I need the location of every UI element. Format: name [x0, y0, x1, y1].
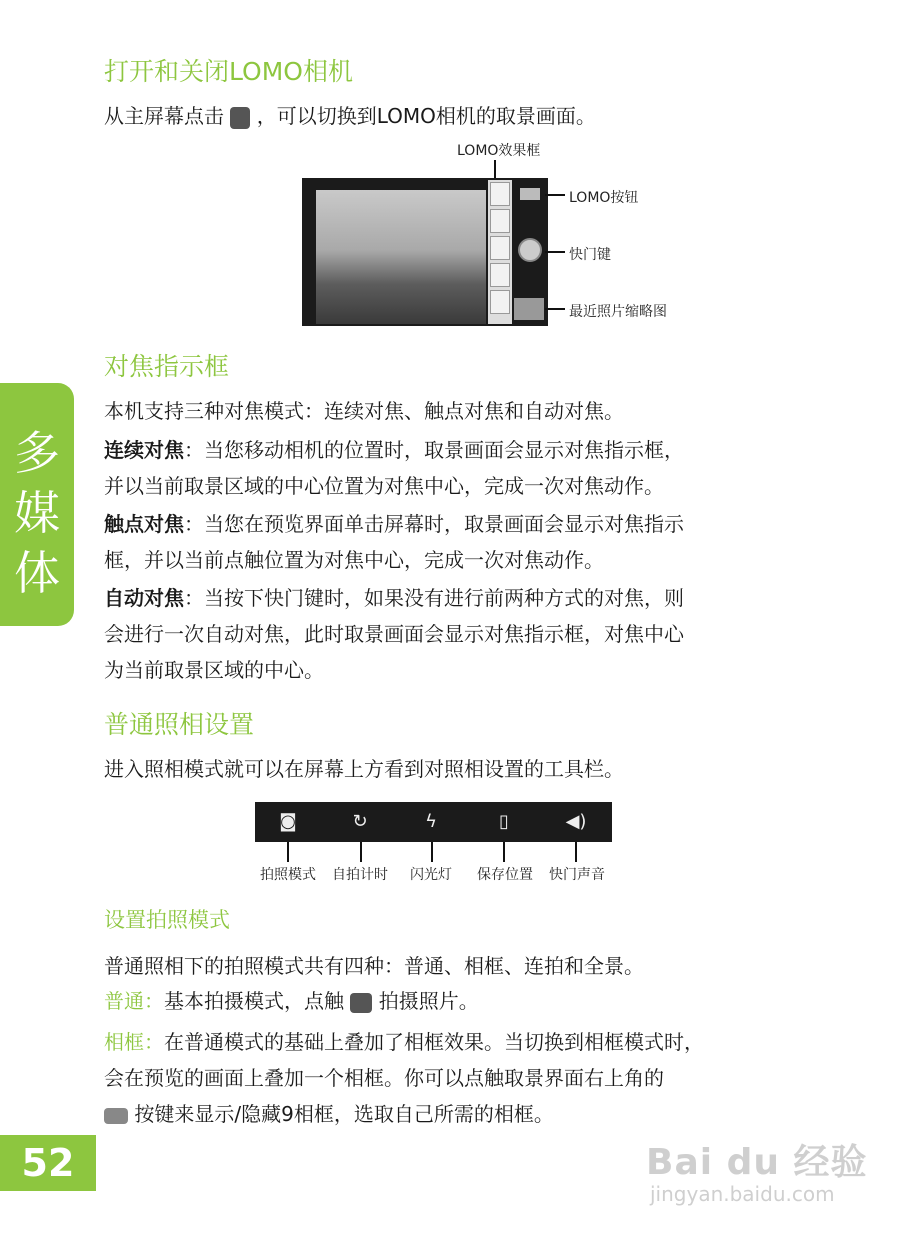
lomo-camera-screenshot: [302, 178, 548, 326]
focus-touch: 触点对焦：当您在预览界面单击屏幕时，取景画面会显示对焦指示 框，并以当前点触位置为对焦中心，完成一次对焦动作。: [104, 512, 684, 572]
focus-auto: 自动对焦：当按下快门键时，如果没有进行前两种方式的对焦，则 会进行一次自动对焦，此时取景画面会显示对焦指示框，对焦中心 为当前取景区域的中心。: [104, 586, 684, 682]
section-title-lomo: 打开和关闭LOMO相机: [104, 57, 353, 86]
lomo-frame-thumb: [490, 182, 510, 206]
label-storage: 保存位置: [477, 867, 533, 883]
mode-frame: 相框：在普通模式的基础上叠加了相框效果。当切换到相框模式时， 会在预览的画面上叠加一个相框。你可以点触取景界面右上角的 按键来显示/隐藏9相框，选取自己所需的相框。: [104, 1030, 704, 1126]
section-title-focus: 对焦指示框: [104, 352, 230, 381]
watermark-url: jingyan.baidu.com: [650, 1182, 835, 1206]
callout-line: [431, 842, 433, 862]
label-self-timer: 自拍计时: [332, 867, 388, 883]
settings-intro: 进入照相模式就可以在屏幕上方看到对照相设置的工具栏。: [104, 757, 624, 781]
viewfinder-photo: [316, 190, 486, 324]
baidu-watermark: [640, 1120, 870, 1220]
section-title-shoot-mode: 设置拍照模式: [104, 908, 230, 932]
self-timer-icon: ↻: [352, 811, 368, 832]
flash-icon: ϟ: [425, 811, 437, 832]
focus-intro: 本机支持三种对焦模式：连续对焦、触点对焦和自动对焦。: [104, 399, 624, 423]
label-lomo-frame: LOMO效果框: [457, 143, 541, 159]
camera-icon: ◙: [279, 811, 297, 832]
lomo-frame-thumb: [490, 263, 510, 287]
label-lomo-button: LOMO按钮: [569, 190, 639, 206]
callout-line: [575, 842, 577, 862]
lomo-app-icon: [230, 107, 250, 129]
lomo-intro: 从主屏幕点击 ，可以切换到LOMO相机的取景画面。: [104, 104, 596, 128]
chapter-side-tab: 多媒体: [0, 383, 74, 626]
label-shoot-mode: 拍照模式: [260, 867, 316, 883]
callout-line: [360, 842, 362, 862]
page-number: 52: [0, 1135, 96, 1191]
mode-normal: 普通：基本拍摄模式，点触 拍摄照片。: [104, 989, 479, 1013]
callout-line: [287, 842, 289, 862]
lomo-frame-thumb: [490, 236, 510, 260]
callout-line: [545, 251, 565, 253]
shoot-mode-intro: 普通照相下的拍照模式共有四种：普通、相框、连拍和全景。: [104, 954, 644, 978]
label-shutter: 快门键: [569, 247, 611, 263]
shutter-small-icon: [350, 993, 372, 1013]
lomo-frame-thumb: [490, 209, 510, 233]
lomo-frame-thumb: [490, 290, 510, 314]
thumbnail-icon: [514, 298, 544, 320]
callout-line: [545, 194, 565, 196]
label-flash: 闪光灯: [410, 867, 452, 883]
lomo-button-icon: [520, 188, 540, 200]
camera-settings-toolbar: [255, 802, 612, 842]
frame-toggle-icon: [104, 1108, 128, 1124]
shutter-icon: [518, 238, 542, 262]
label-shutter-sound: 快门声音: [549, 867, 605, 883]
storage-icon: ▯: [499, 811, 509, 832]
callout-line: [545, 308, 565, 310]
label-thumbnail: 最近照片缩略图: [569, 304, 667, 320]
lomo-frame-strip: [488, 180, 512, 324]
section-title-settings: 普通照相设置: [104, 710, 255, 739]
callout-line: [503, 842, 505, 862]
shutter-sound-icon: ◀): [565, 811, 587, 832]
focus-continuous: 连续对焦：当您移动相机的位置时，取景画面会显示对焦指示框， 并以当前取景区域的中心位置为对焦中心，完成一次对焦动作。: [104, 438, 684, 498]
watermark-brand: Bai du 经验: [646, 1142, 868, 1183]
